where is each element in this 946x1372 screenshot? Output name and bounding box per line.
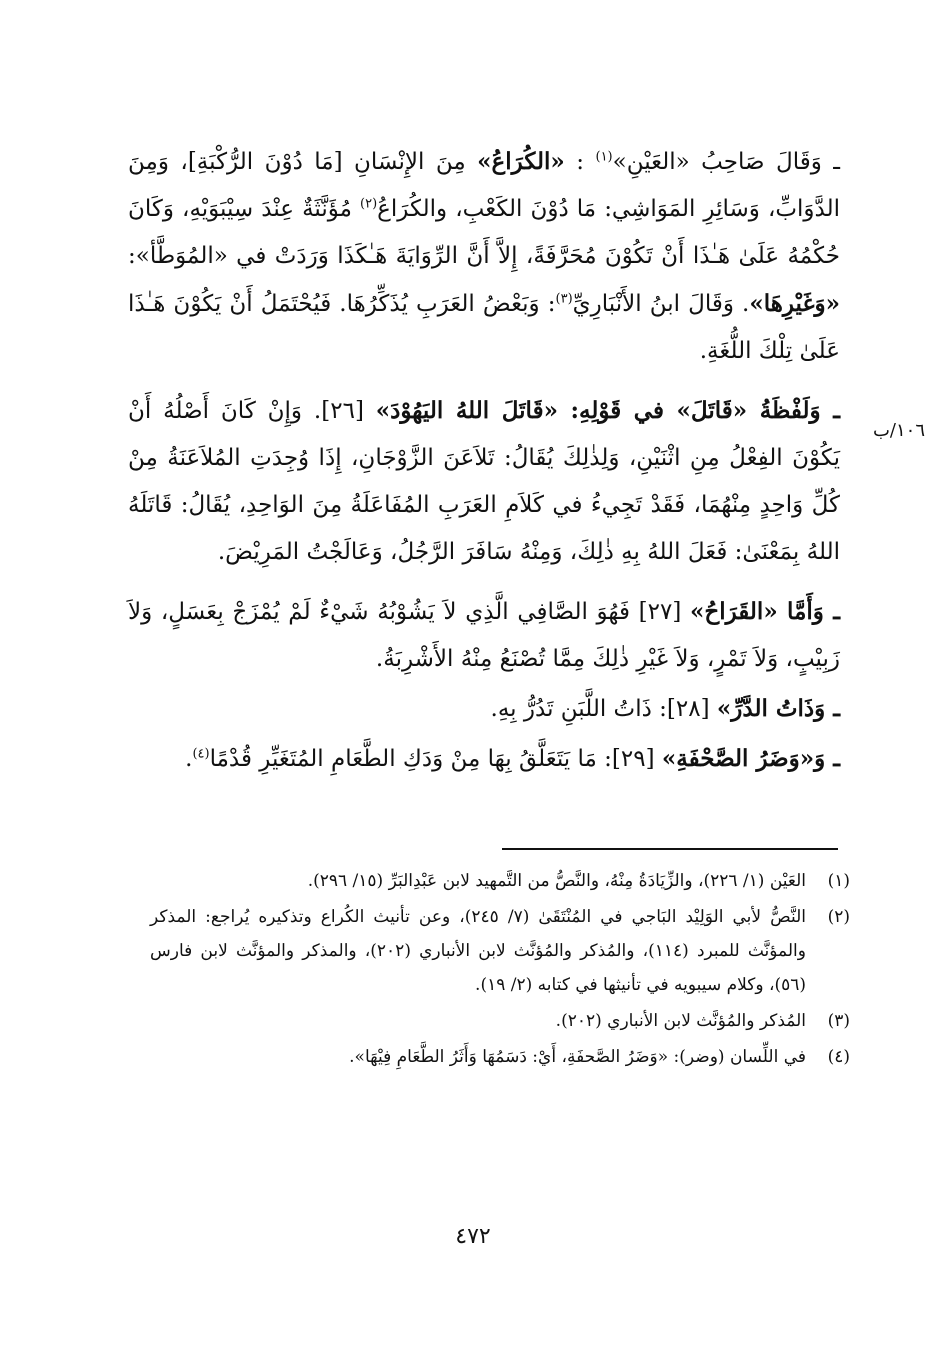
footnote — [150, 900, 850, 1002]
footnote — [150, 864, 850, 898]
text-run: مُؤَنَّثَةٌ عِنْدَ سِيْبَوَيْهِ، وَكَانَ حُكْمُهُ عَلَىٰ هَـٰذَا أَنْ تَكُوْنَ مُحَرَّفَةً، إِلاَّ أَنَّ الرِّوَايَةَ هَـٰكَذَا وَرَدَتْ في «المُوَطَّأ»: — [128, 196, 840, 269]
main-text — [128, 138, 840, 795]
paragraph-wadar-alsahfa — [128, 735, 840, 783]
footnote-reference: (٤) — [192, 746, 210, 762]
footnote-reference: (٢) — [360, 196, 378, 212]
footnote-number: (٢) — [827, 907, 850, 927]
bold-term: ـ وَأَمَّا «القَرَاحُ» — [689, 598, 840, 625]
text-run: مِنَ الإِنْسَانِ [مَا دُوْنَ الرُّكْبَةِ]، وَمِنَ الدَّوَابِّ، وَسَائِرِ المَوَاشِي: مَا دُوْنَ الكَعْبِ، والكُرَاعُ — [128, 149, 840, 222]
text-run: [٢٩]: مَا يَتَعَلَّقُ بِهَا مِنْ وَدَكِ الطَّعَامِ المُتَغَيِّرِ قُدْمًا — [209, 746, 662, 772]
bold-term: «وَغَيْرِهَا» — [749, 290, 840, 317]
page-number: ٤٧٢ — [455, 1224, 491, 1249]
footnote-text: في اللِّسان (وضر): «وَضَرُ الصَّحفَةِ، أَيْ: دَسَمُهَا وَأَثَرُ الطَّعَامِ فِيْهَا». — [349, 1047, 806, 1067]
footnotes — [150, 864, 850, 1076]
paragraph-qarah — [128, 588, 840, 683]
text-run: : — [564, 149, 596, 175]
manuscript-folio-marker: ١٠٦/ب — [872, 420, 926, 441]
footnote — [150, 1040, 850, 1074]
bold-term: ـ وَ«وَضَرُ الصَّحْفَةِ» — [661, 745, 840, 772]
footnote-number: (٣) — [827, 1011, 850, 1031]
footnote-separator — [502, 848, 838, 850]
footnote-reference: (١) — [595, 149, 613, 165]
footnote — [150, 1004, 850, 1038]
text-run: . — [185, 746, 193, 772]
text-run: [٢٧] فَهُوَ الصَّافِي الَّذِي لاَ يَشُوْبُهُ شَيْءٌ لَمْ يُمْزَجْ بِعَسَلٍ، وَلاَ زَبِيْبٍ، وَلاَ تَمْرٍ، وَلاَ غَيْرِ ذٰلِكَ مِمَّا تُصْنَعُ مِنْهُ الأَشْرِبَةُ. — [128, 599, 840, 672]
text-run: ـ وَقَالَ صَاحِبُ «العَيْنِ» — [612, 149, 841, 175]
footnote-text: المُذكر والمُؤنَّث لابن الأنباري (٢٠٢). — [555, 1011, 806, 1031]
footnote-number: (١) — [827, 871, 850, 891]
text-run: : وَبَعْضُ العَرَبِ يُذَكِّرُهَا. فَيُحْتَمَلُ أَنْ يَكُوْنَ هَـٰذَا عَلَىٰ تِلْكَ اللُّغَةِ. — [128, 291, 840, 364]
footnote-text: النَّصُّ لأبي الوَلِيْد البَاجي في المُنْتَقَىٰ (٧/ ٢٤٥)، وعن تأنيث الكُراع وتذكيره يُراجع: المذكر والمؤنَّث للمبرد (١١٤)، والمُذكر والمُؤنَّث لابن الأنباري (٢٠٢)، والمذكر والمؤنَّث لابن فارس (٥٦)، وكلام سيبويه في تأنيثها في كتابه (٢/ ١٩). — [150, 907, 807, 995]
bold-term: «الكُرَاعُ» — [477, 148, 565, 175]
text-run: [٢٦]. وَإِنْ كَانَ أَصْلُهُ أَنْ يَكُوْنَ الفِعْلُ مِنِ اثْنَيْنِ، وَلِذٰلِكَ يُقَالُ: تَلاَعَنَ الزَّوْجَانِ، إِذَا وُجِدَتِ المُلاَعَنَةُ مِنْ كُلِّ وَاحِدٍ مِنْهُمَا، فَقَدْ تَجِيءُ في كَلاَمِ العَرَبِ المُفَاعَلَةُ مِنَ الوَاحِدِ، يُقَالُ: قَاتَلَهُ اللهُ بِمَعْنَىٰ: فَعَلَ اللهُ بِهِ ذٰلِكَ، وَمِنْهُ سَافَرَ الرَّجُلُ، وَعَالَجْتُ المَرِيْضَ. — [128, 398, 840, 565]
paragraph-kura — [128, 138, 840, 375]
text-run: . وَقَالَ ابنُ الأَنْبَارِيِّ — [572, 291, 750, 317]
bold-term: ـ وَذَاتُ الدَّرِّ» — [716, 695, 840, 722]
footnote-reference: (٣) — [555, 291, 573, 307]
bold-term: ـ وَلَفْظَةُ «قَاتَلَ» في قَوْلِهِ: «قَاتَلَ اللهُ اليَهُوْدَ» — [375, 397, 840, 424]
text-run: [٢٨]: ذَاتُ اللَّبَنِ تَدُرُّ بِهِ. — [490, 696, 717, 722]
paragraph-dhat-aldarr — [128, 685, 840, 733]
footnote-number: (٤) — [827, 1047, 850, 1067]
paragraph-qatala — [128, 387, 840, 576]
footnote-text: العَيْن (١/ ٢٢٦)، والزِّيَادَةُ مِنْهُ، والنَّصُّ من التَّمهيد لابن عَبْدِالبَرِّ (١٥/ ٢٩٦). — [307, 871, 806, 891]
